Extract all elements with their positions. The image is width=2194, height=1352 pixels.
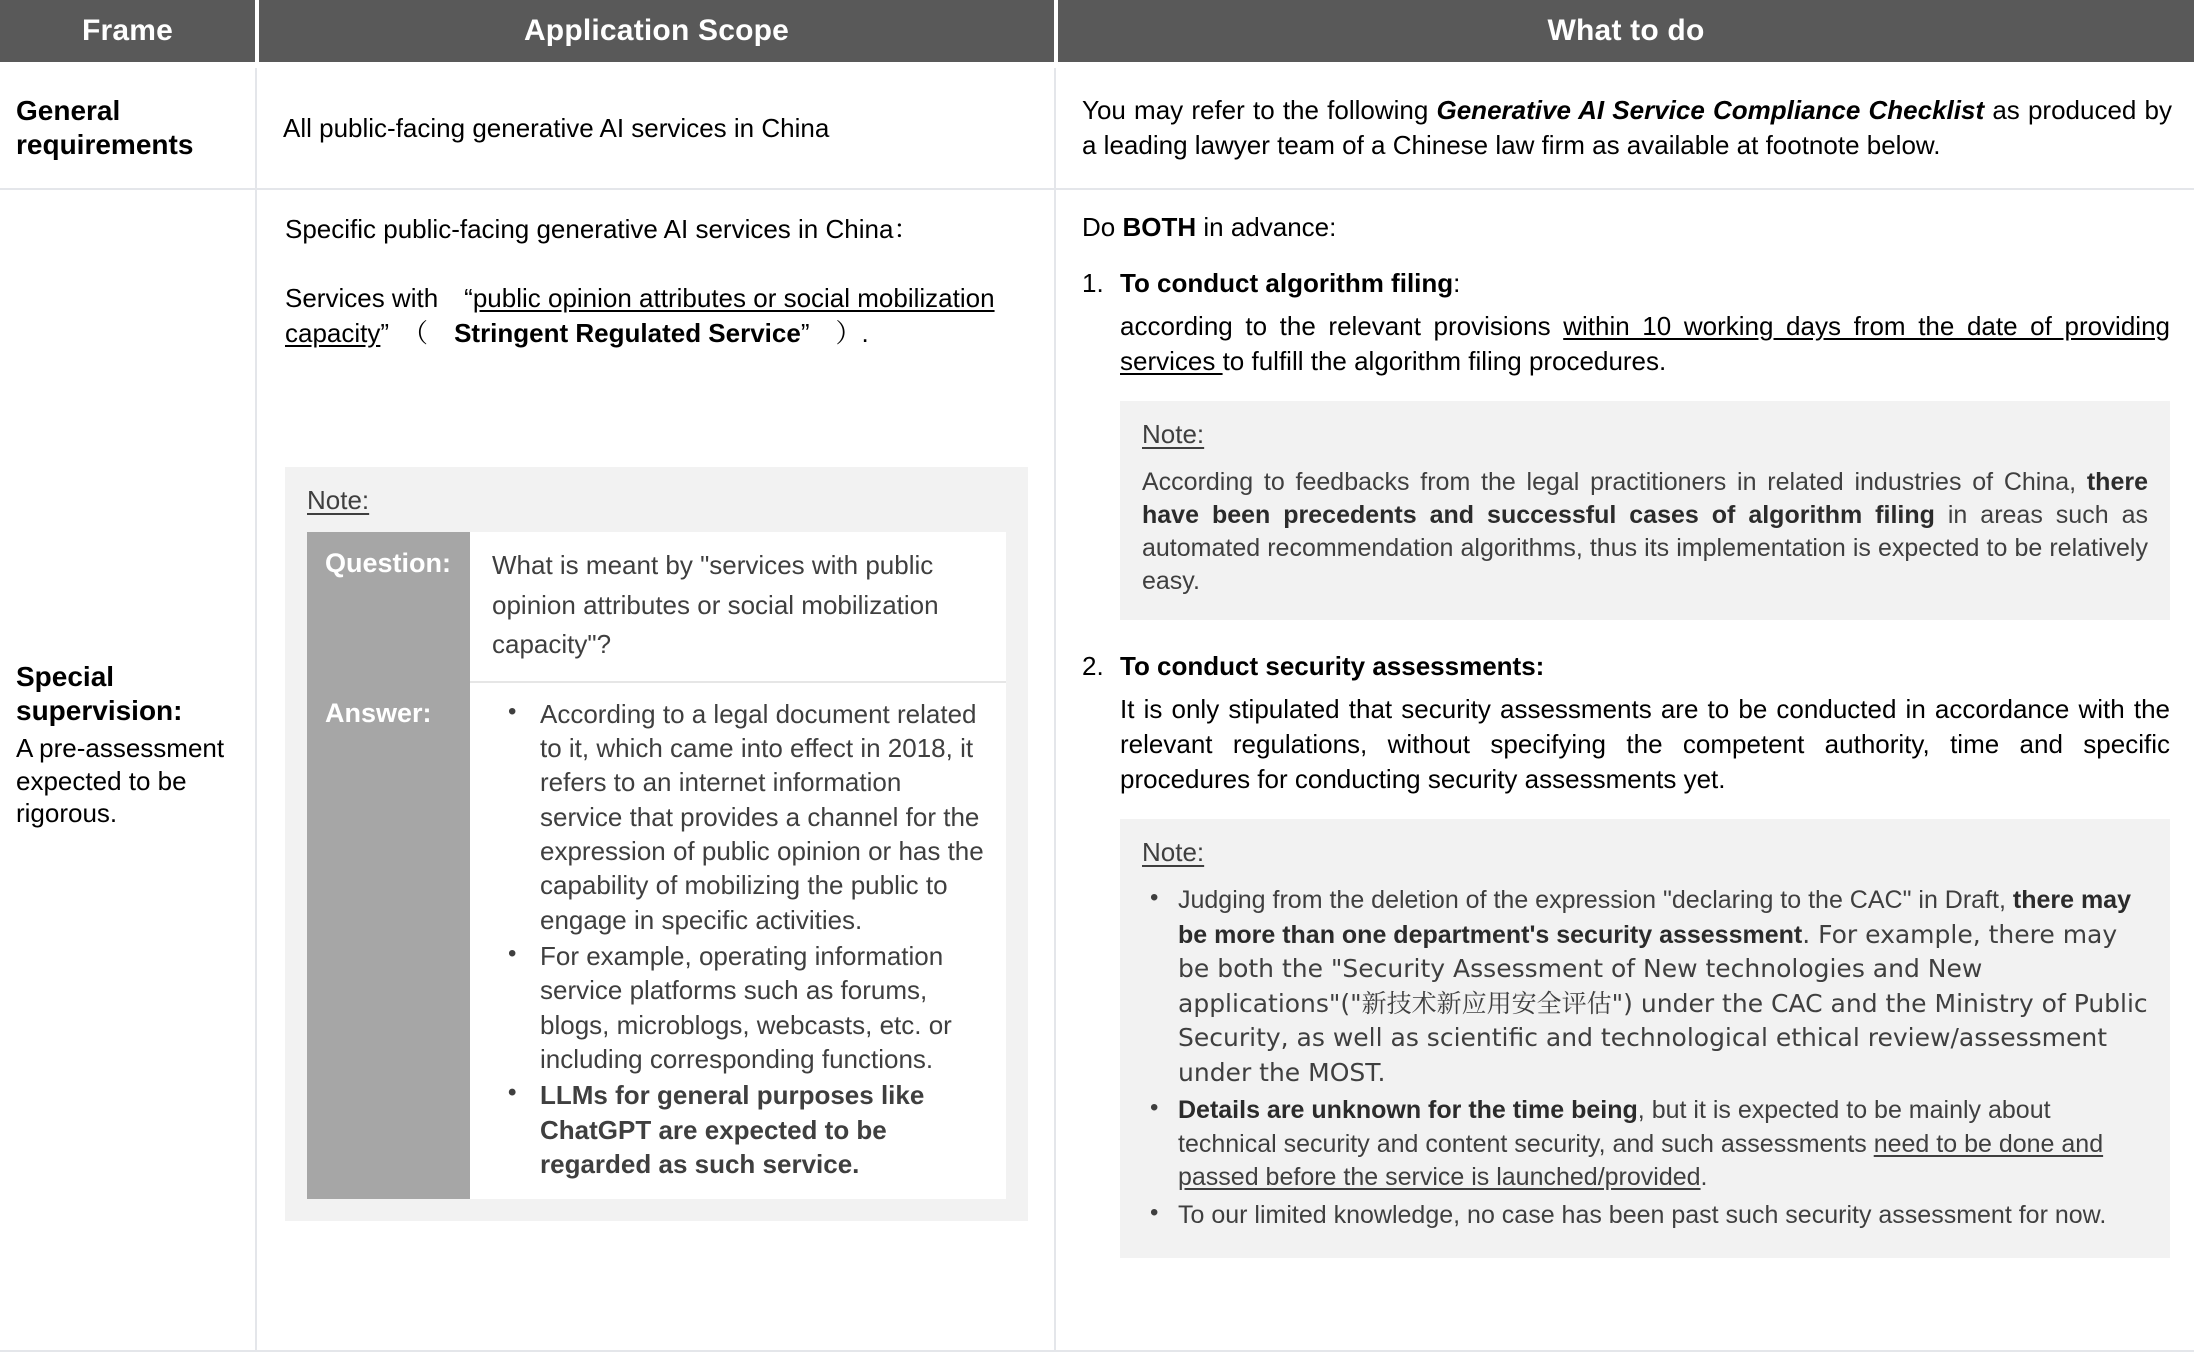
what-content-special bbox=[1056, 190, 2194, 1258]
cell-scope-general bbox=[255, 68, 1054, 190]
item-2-title: To conduct security assessments: bbox=[1120, 651, 1545, 682]
note1-text-bold: there have been precedents and successful cases of algorithm filing bbox=[1142, 468, 2148, 530]
what-ordered-list bbox=[1082, 267, 2170, 1258]
qa-row-question bbox=[307, 532, 1006, 682]
column-header-frame: Frame bbox=[0, 0, 255, 62]
scope-paren-close: ” ）. bbox=[800, 318, 869, 349]
item-2-body: It is only stipulated that security assessments are to be conducted in accordance with the relevant regulations, without specifying the competent authority, time and specific procedures for conducting security assessments yet. bbox=[1120, 693, 2170, 795]
note-title-algorithm-filing: Note: bbox=[1142, 419, 1205, 450]
item-1-body bbox=[1120, 309, 2170, 379]
qa-row-answer bbox=[307, 682, 1006, 1199]
scope-underlined-phrase: public opinion attributes or social mobilization capacity bbox=[285, 283, 995, 349]
item-2-heading bbox=[1082, 650, 2170, 684]
scope-services-with: Services with “ bbox=[285, 283, 473, 314]
frame-label-general-requirements: General requirements bbox=[16, 95, 194, 161]
list-item bbox=[1142, 884, 2148, 1090]
list-item bbox=[1142, 1094, 2148, 1195]
frame-label-special-supervision: Special supervision: bbox=[16, 661, 183, 727]
note-title-security-assessment: Note: bbox=[1142, 837, 1205, 868]
note2-b2-b: . bbox=[1700, 1163, 1708, 1192]
lead-suffix: in advance: bbox=[1196, 212, 1337, 242]
column-header-application-scope: Application Scope bbox=[255, 0, 1054, 62]
column-header-what-to-do: What to do bbox=[1054, 0, 2194, 62]
item-1-heading bbox=[1082, 267, 2170, 301]
what-lead-do-both bbox=[1082, 210, 2170, 245]
note2-b2-a: , but it is expected to be mainly about technical security and content security, and such assessments bbox=[1178, 1096, 2051, 1158]
what-general-tail: as produced by a leading lawyer team of a Chinese law firm as available at footnote below. bbox=[1082, 95, 2172, 160]
frame-label-special-supervision-wrap bbox=[0, 190, 255, 830]
qa-value-question: What is meant by "services with public opinion attributes or social mobilization capacity"? bbox=[470, 532, 1006, 682]
item-1-title-wrap bbox=[1120, 267, 1460, 301]
item-1-title-tail: : bbox=[1453, 268, 1461, 299]
item-1-body-underlined: within 10 working days from the date of providing services bbox=[1120, 310, 2170, 376]
list-item: • LLMs for general purposes like ChatGPT are expected to be regarded as such service. bbox=[502, 1078, 990, 1181]
table-row bbox=[0, 68, 2194, 190]
note2-b1-b: . For example, there may be both the "Security Assessment of New technologies and New applications"("新技术新应用安全评估") under the CAC and the Ministry of Public Security, as well as scientific and technological ethical review/assessment under the MOST. bbox=[1178, 919, 2148, 1087]
checklist-title: Generative AI Service Compliance Checklist bbox=[1436, 95, 1985, 126]
scope-text-general: All public-facing generative AI services in China bbox=[283, 112, 830, 143]
note2-bullet-list bbox=[1142, 884, 2148, 1232]
cell-what-special bbox=[1054, 190, 2194, 1352]
qa-value-answer bbox=[470, 682, 1006, 1199]
cell-what-general bbox=[1054, 68, 2194, 190]
list-item: • According to a legal document related to it, which came into effect in 2018, it refers to an internet information service that provides a channel for the expression of public opinion or has the capability of mobilizing the public to engage in specific activities. bbox=[502, 697, 990, 937]
list-item bbox=[1082, 267, 2170, 620]
frame-sublabel-special-supervision: A pre-assessment expected to be rigorous. bbox=[16, 733, 225, 829]
lead-prefix: Do bbox=[1082, 212, 1123, 242]
item-1-body-a: according to the relevant provisions bbox=[1120, 310, 1564, 341]
cell-scope-special bbox=[255, 190, 1054, 1352]
scope-paren-open: ” （ bbox=[380, 318, 455, 349]
qa-label-question: Question: bbox=[307, 532, 470, 682]
table-row bbox=[0, 190, 2194, 1352]
answer-bullet-list bbox=[492, 697, 990, 1181]
note2-b2-underlined: need to be done and passed before the service is launched/provided bbox=[1178, 1129, 2104, 1192]
qa-label-answer: Answer: bbox=[307, 682, 470, 1199]
list-item: • For example, operating information service platforms such as forums, blogs, microblogs, webcasts, etc. or including corresponding functions. bbox=[502, 939, 990, 1076]
qa-table bbox=[307, 532, 1006, 1199]
note-box-scope bbox=[285, 467, 1028, 1221]
note-box-security-assessment bbox=[1120, 819, 2170, 1258]
note1-text-a: According to feedbacks from the legal practitioners in related industries of China, bbox=[1142, 468, 2087, 497]
scope-stringent-regulated-service: Stringent Regulated Service bbox=[454, 318, 801, 349]
what-text-general bbox=[1056, 75, 2194, 181]
scope-content-special bbox=[257, 190, 1054, 1221]
table-header-row bbox=[0, 0, 2194, 62]
item-1-title: To conduct algorithm filing bbox=[1120, 268, 1454, 299]
scope-line-stringent-service bbox=[285, 281, 1028, 351]
note2-b1-bold: there may be more than one department's security assessment bbox=[1178, 886, 2131, 949]
note2-b1-a: Judging from the deletion of the expression "declaring to the CAC" in Draft, bbox=[1178, 886, 2013, 915]
list-item bbox=[1082, 650, 2170, 1258]
note1-text-b: in areas such as automated recommendation algorithms, thus its implementation is expected to be relatively easy. bbox=[1142, 501, 2148, 596]
note-body-algorithm-filing bbox=[1142, 466, 2148, 598]
scope-line-specific-services: Specific public-facing generative AI services in China： bbox=[285, 214, 920, 244]
list-item: • To our limited knowledge, no case has been past such security assessment for now. bbox=[1142, 1199, 2148, 1233]
cell-frame-general bbox=[0, 68, 255, 190]
note-body-security-assessment bbox=[1142, 884, 2148, 1232]
note-title-scope: Note: bbox=[307, 485, 370, 516]
item-2-number: 2. bbox=[1082, 651, 1104, 682]
item-1-body-b: to fulfill the algorithm filing procedures. bbox=[1222, 345, 1667, 376]
note-box-algorithm-filing bbox=[1120, 401, 2170, 620]
cell-frame-special bbox=[0, 190, 255, 1352]
lead-both: BOTH bbox=[1122, 212, 1197, 242]
item-1-number: 1. bbox=[1082, 268, 1104, 299]
note2-b2-bold: Details are unknown for the time being bbox=[1178, 1096, 1638, 1125]
what-general-intro: You may refer to the following bbox=[1082, 95, 1437, 126]
